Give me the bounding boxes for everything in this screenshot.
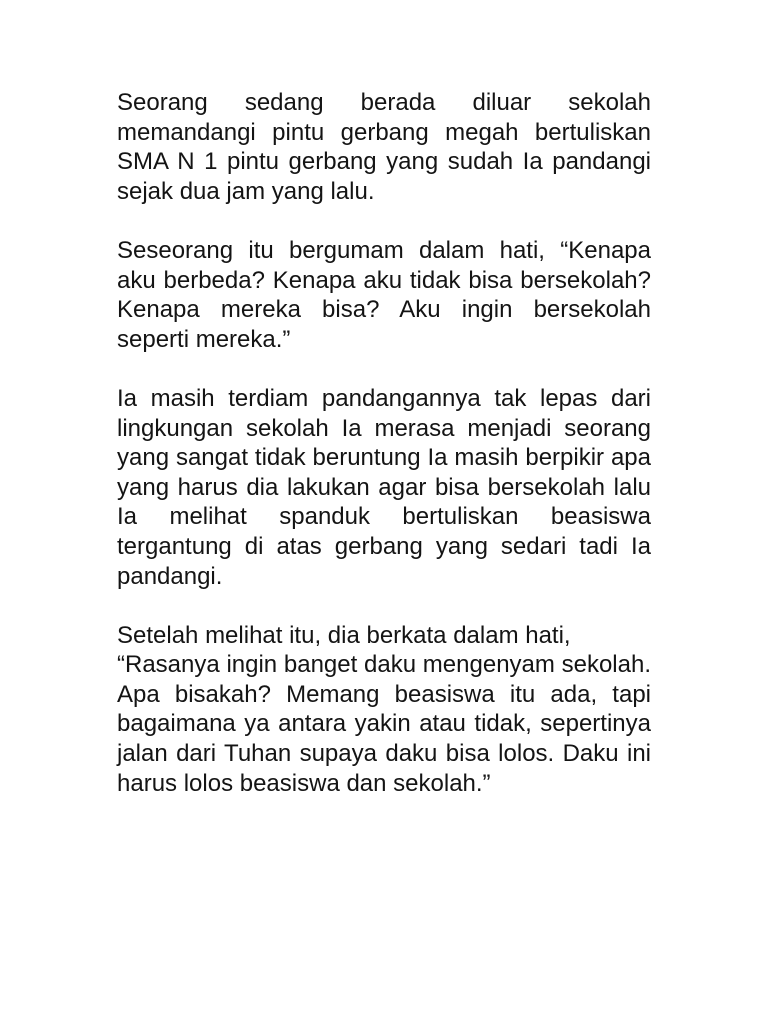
paragraph-3: Ia masih terdiam pandangannya tak lepas dari lingkungan sekolah Ia merasa menjadi seorang yang sangat tidak beruntung Ia masih berpikir apa yang harus dia lakukan agar bisa bersekolah lalu Ia melihat spanduk bertuliskan beasiswa tergantung di atas gerbang yang sedari tadi Ia pandangi. [117, 384, 651, 590]
document-body [117, 88, 651, 828]
paragraph-2: Seseorang itu bergumam dalam hati, “Kenapa aku berbeda? Kenapa aku tidak bisa bersekolah? Kenapa mereka bisa? Aku ingin bersekolah seperti mereka.” [117, 236, 651, 353]
paragraph-4: Setelah melihat itu, dia berkata dalam hati, [117, 621, 571, 649]
paragraph-5: “Rasanya ingin banget daku mengenyam sekolah. Apa bisakah? Memang beasiswa itu ada, tapi bagaimana ya antara yakin atau tidak, sepertinya jalan dari Tuhan supaya daku bisa lolos. Daku ini harus lolos beasiswa dan sekolah.” [117, 651, 651, 797]
paragraph-1: Seorang sedang berada diluar sekolah memandangi pintu gerbang megah bertuliskan SMA N 1 pintu gerbang yang sudah Ia pandangi sejak dua jam yang lalu. [117, 89, 651, 205]
